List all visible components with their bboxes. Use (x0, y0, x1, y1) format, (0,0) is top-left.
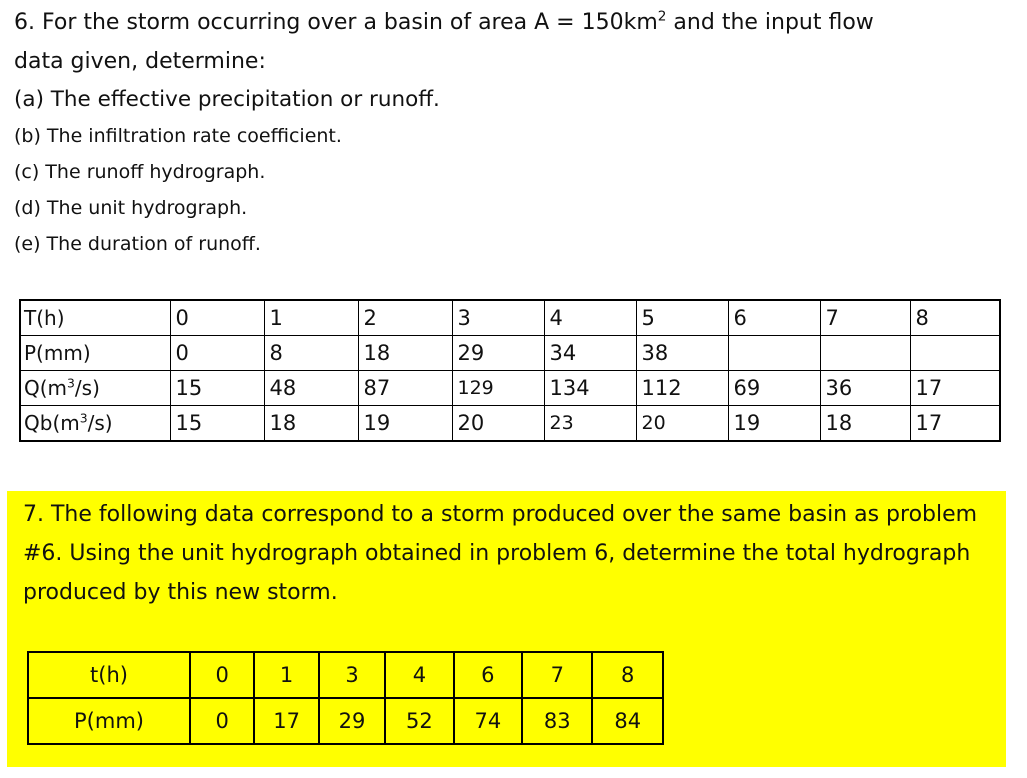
table-cell: 69 (728, 371, 820, 406)
intro-text-end: and the input flow (666, 10, 874, 35)
item-a: (a) The effective precipitation or runoff. (14, 87, 440, 112)
table-cell: 0 (170, 300, 264, 336)
table-cell: 83 (522, 698, 592, 744)
table-cell: 15 (170, 371, 264, 406)
label-text: Q(m (24, 376, 68, 400)
label-text: Qb(m (24, 411, 80, 435)
row-label-flow (20, 371, 170, 406)
row-label-precipitation: P(mm) (20, 336, 170, 371)
row-label-time: t(h) (28, 652, 190, 698)
intro-text: 6. For the storm occurring over a basin of area A = 150km (14, 10, 658, 35)
table-cell: 17 (254, 698, 318, 744)
item-d: (d) The unit hydrograph. (14, 197, 248, 219)
row-label-time: T(h) (20, 300, 170, 336)
table-cell: 87 (358, 371, 452, 406)
table-cell: 18 (358, 336, 452, 371)
table-cell: 6 (728, 300, 820, 336)
table-cell: 1 (254, 652, 318, 698)
table-cell (910, 336, 1000, 371)
table-cell: 17 (910, 406, 1000, 442)
table-cell: 7 (522, 652, 592, 698)
table-row-precipitation (28, 698, 663, 744)
table-cell: 84 (592, 698, 663, 744)
table-cell: 4 (544, 300, 636, 336)
table-cell (820, 336, 910, 371)
table-row-time (28, 652, 663, 698)
table-cell: 48 (264, 371, 358, 406)
superscript: 2 (657, 8, 667, 25)
table-cell: 3 (452, 300, 544, 336)
row-label-baseflow (20, 406, 170, 442)
table-row-time (20, 300, 1000, 336)
table-cell: 6 (454, 652, 522, 698)
table-cell: 4 (385, 652, 453, 698)
table-cell: 20 (452, 406, 544, 442)
superscript: 3 (67, 375, 75, 391)
table-cell: 5 (636, 300, 728, 336)
table-cell: 2 (358, 300, 452, 336)
table-cell: 8 (592, 652, 663, 698)
label-text-end: /s) (87, 411, 113, 435)
table-cell: 0 (190, 652, 254, 698)
row-label-precipitation: P(mm) (28, 698, 190, 744)
table-cell: 15 (170, 406, 264, 442)
label-text-end: /s) (74, 376, 100, 400)
table-cell: 19 (728, 406, 820, 442)
problem-6-data-table (19, 299, 1001, 442)
table-cell: 74 (454, 698, 522, 744)
problem-6-intro-line-2: data given, determine: (14, 49, 266, 74)
table-cell: 19 (358, 406, 452, 442)
table-cell: 7 (820, 300, 910, 336)
problem-7-data-table (27, 651, 664, 745)
table-cell: 52 (385, 698, 453, 744)
table-cell: 18 (820, 406, 910, 442)
table-row-flow (20, 371, 1000, 406)
problem-6-intro-line-1 (14, 6, 1004, 42)
item-c: (c) The runoff hydrograph. (14, 161, 266, 183)
table-cell: 29 (319, 698, 385, 744)
table-cell: 0 (170, 336, 264, 371)
superscript: 3 (79, 410, 88, 426)
table-row-baseflow (20, 406, 1000, 442)
table-cell: 8 (264, 336, 358, 371)
table-cell: 134 (544, 371, 636, 406)
table-cell: 20 (636, 406, 728, 442)
table-cell: 1 (264, 300, 358, 336)
table-cell: 36 (820, 371, 910, 406)
table-cell: 17 (910, 371, 1000, 406)
table-cell: 23 (544, 406, 636, 442)
table-cell: 0 (190, 698, 254, 744)
table-cell: 38 (636, 336, 728, 371)
problem-7-text: 7. The following data correspond to a storm produced over the same basin as problem #6. Using the unit hydrograph obtained in problem 6, determine the total hydrograph produced by this new storm. (23, 502, 978, 605)
problem-7-highlight-box (7, 491, 1006, 767)
table-cell: 8 (910, 300, 1000, 336)
item-e: (e) The duration of runoff. (14, 233, 261, 255)
table-cell (728, 336, 820, 371)
table-cell: 34 (544, 336, 636, 371)
problem-6 (14, 6, 1004, 262)
table-cell: 18 (264, 406, 358, 442)
table-row-precipitation (20, 336, 1000, 371)
item-b: (b) The infiltration rate coefficient. (14, 125, 342, 147)
table-cell: 29 (452, 336, 544, 371)
table-cell: 112 (636, 371, 728, 406)
table-cell: 3 (319, 652, 385, 698)
table-cell: 129 (452, 371, 544, 406)
